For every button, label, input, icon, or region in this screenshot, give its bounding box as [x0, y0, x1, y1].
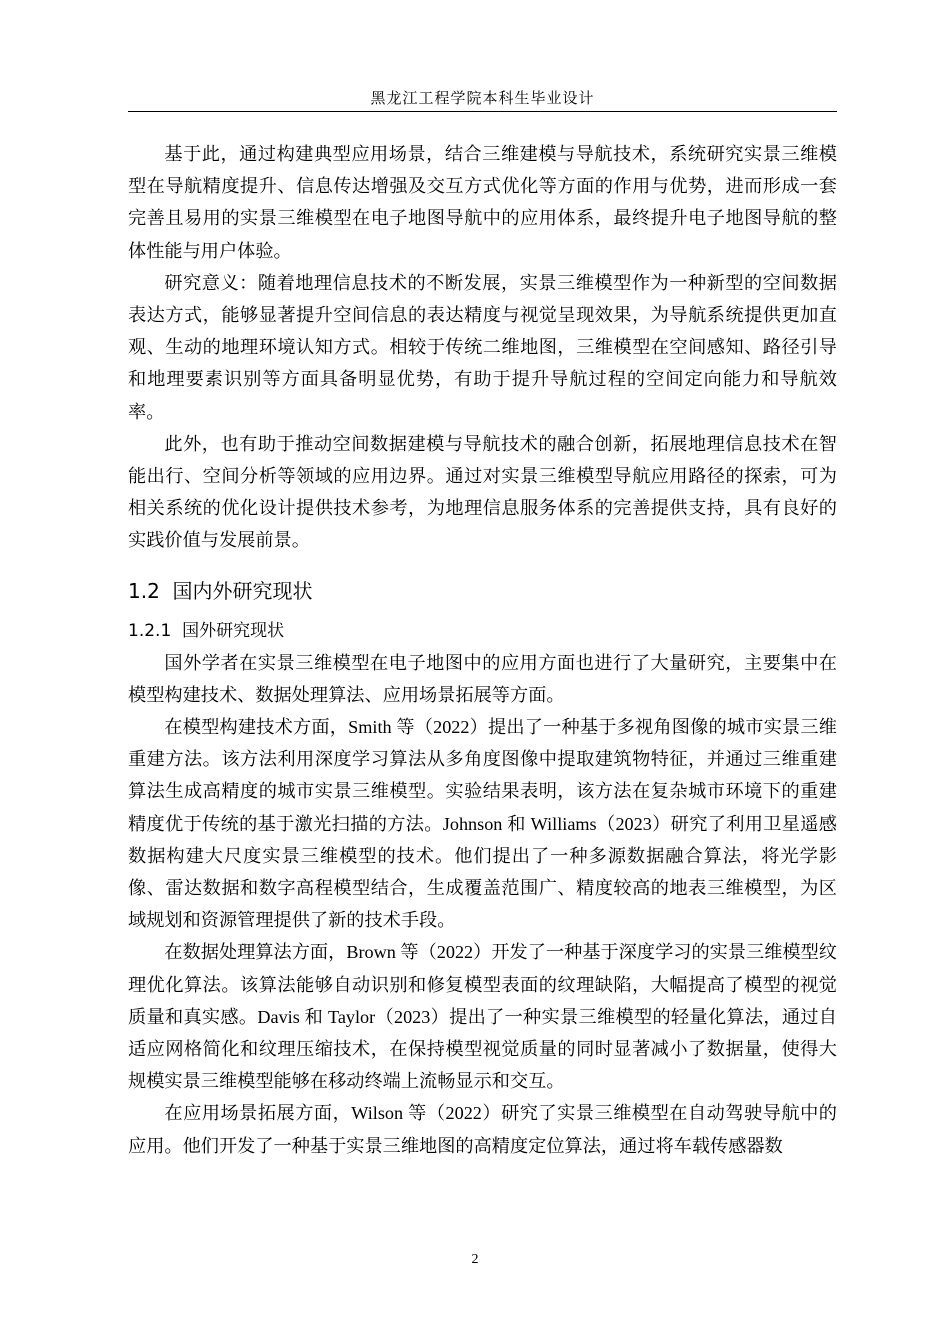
subsection-heading: [128, 615, 837, 647]
subsection-number: 1.2.1: [128, 620, 172, 641]
page-number: 2: [471, 1252, 479, 1267]
section-heading: [128, 575, 837, 607]
paragraph-model-construction: 在模型构建技术方面，Smith 等（2022）提出了一种基于多视角图像的城市实景三维重建方法。该方法利用深度学习算法从多角度图像中提取建筑物特征，并通过三维重建算法生成高精度的城市实景三维模型。实验结果表明，该方法在复杂城市环境下的重建精度优于传统的基于激光扫描的方法。Johnson 和 Williams（2023）研究了利用卫星遥感数据构建大尺度实景三维模型的技术。他们提出了一种多源数据融合算法，将光学影像、雷达数据和数字高程模型结合，生成覆盖范围广、精度较高的地表三维模型，为区域规划和资源管理提供了新的技术手段。: [128, 717, 837, 931]
paragraph-additional: 此外，也有助于推动空间数据建模与导航技术的融合创新，拓展地理信息技术在智能出行、空间分析等领域的应用边界。通过对实景三维模型导航应用路径的探索，可为相关系统的优化设计提供技术参考，为地理信息服务体系的完善提供支持，具有良好的实践价值与发展前景。: [128, 433, 837, 551]
running-header: 黑龙江工程学院本科生毕业设计: [370, 89, 595, 107]
paragraph-data-processing: 在数据处理算法方面，Brown 等（2022）开发了一种基于深度学习的实景三维模型纹理优化算法。该算法能够自动识别和修复模型表面的纹理缺陷，大幅提高了模型的视觉质量和真实感。Davis 和 Taylor（2023）提出了一种实景三维模型的轻量化算法，通过自适应网格简化和纹理压缩技术，在保持模型视觉质量的同时显著减小了数据量，使得大规模实景三维模型能够在移动终端上流畅显示和交互。: [128, 942, 837, 1092]
section-number: 1.2: [128, 578, 160, 603]
paragraph-background: 基于此，通过构建典型应用场景，结合三维建模与导航技术，系统研究实景三维模型在导航精度提升、信息传达增强及交互方式优化等方面的作用与优势，进而形成一套完善且易用的实景三维模型在电子地图导航中的应用体系，最终提升电子地图导航的整体性能与用户体验。: [128, 144, 837, 261]
paragraph-significance: 研究意义：随着地理信息技术的不断发展，实景三维模型作为一种新型的空间数据表达方式，能够显著提升空间信息的表达精度与视觉呈现效果，为导航系统提供更加直观、生动的地理环境认知方式。相较于传统二维地图，三维模型在空间感知、路径引导和地理要素识别等方面具备明显优势，有助于提升导航过程的空间定向能力和导航效率。: [128, 272, 837, 422]
section-title: 国内外研究现状: [172, 578, 313, 603]
body-text: [128, 138, 837, 1162]
header-rule: [128, 111, 837, 112]
paragraph-application-scenarios: 在应用场景拓展方面，Wilson 等（2022）研究了实景三维模型在自动驾驶导航中的应用。他们开发了一种基于实景三维地图的高精度定位算法，通过将车载传感器数: [128, 1103, 837, 1156]
subsection-title: 国外研究现状: [182, 620, 285, 641]
paragraph-overview: 国外学者在实景三维模型在电子地图中的应用方面也进行了大量研究，主要集中在模型构建技术、数据处理算法、应用场景拓展等方面。: [128, 652, 837, 705]
